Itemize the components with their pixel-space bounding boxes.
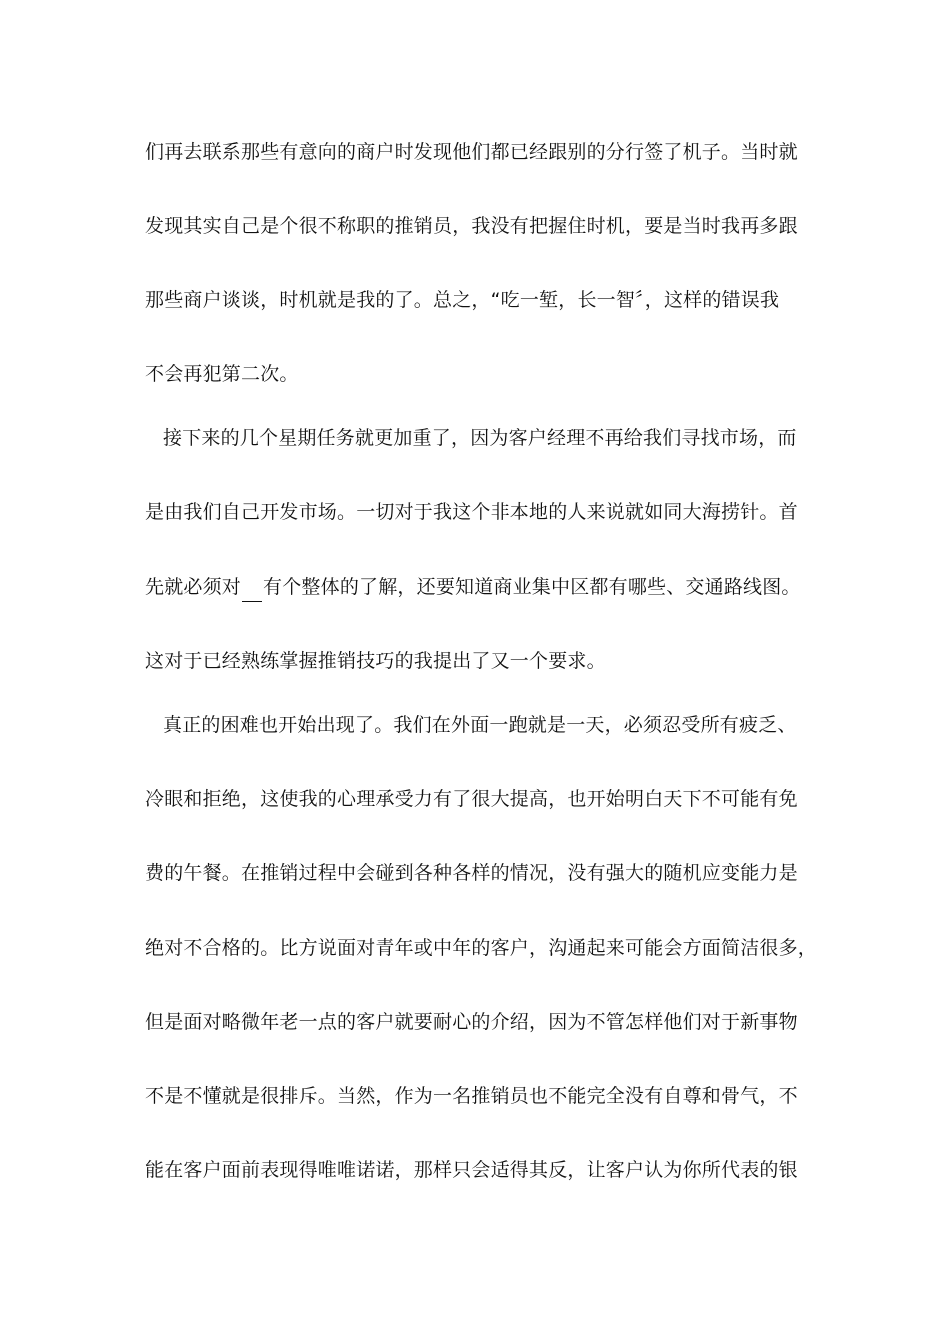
paragraph3-line2: 冷眼和拒绝，这使我的心理承受力有了很大提高，也开始明白天下不可能有免 (145, 788, 798, 810)
paragraph2-line1: 接下来的几个星期任务就更加重了，因为客户经理不再给我们寻找市场，而 (163, 427, 797, 449)
paragraph3-line7: 能在客户面前表现得唯唯诺诺，那样只会适得其反，让客户认为你所代表的银 (145, 1159, 798, 1181)
paragraph3-line6: 不是不懂就是很排斥。当然，作为一名推销员也不能完全没有自尊和骨气，不 (145, 1085, 798, 1107)
paragraph1-line2: 发现其实自己是个很不称职的推销员，我没有把握住时机，要是当时我再多跟 (145, 215, 798, 237)
paragraph2-line3-start: 先就必须对 (145, 576, 242, 598)
paragraph1-line4: 不会再犯第二次。 (145, 363, 299, 385)
paragraph3-line1: 真正的困难也开始出现了。我们在外面一跑就是一天，必须忍受所有疲乏、 (163, 714, 797, 736)
paragraph1-line3: 那些商户谈谈，时机就是我的了。总之，“吃一堑，长一智〞，这样的错误我 (145, 289, 780, 311)
paragraph1-line1: 们再去联系那些有意向的商户时发现他们都已经跟别的分行签了机子。当时就 (145, 141, 798, 163)
paragraph2-line2: 是由我们自己开发市场。一切对于我这个非本地的人来说就如同大海捞针。首 (145, 501, 798, 523)
paragraph3-line3: 费的午餐。在推销过程中会碰到各种各样的情况，没有强大的随机应变能力是 (145, 862, 798, 884)
paragraph2-line3-end: 有个整体的了解，还要知道商业集中区都有哪些、交通路线图。 (263, 576, 801, 598)
paragraph2-line4: 这对于已经熟练掌握推销技巧的我提出了又一个要求。 (145, 650, 606, 672)
paragraph3-line4: 绝对不合格的。比方说面对青年或中年的客户，沟通起来可能会方面简洁很多， (145, 937, 818, 959)
paragraph3-line5: 但是面对略微年老一点的客户就要耐心的介绍，因为不管怎样他们对于新事物 (145, 1011, 798, 1033)
fill-in-blank (242, 580, 262, 602)
paragraph2-line3 (145, 572, 810, 602)
